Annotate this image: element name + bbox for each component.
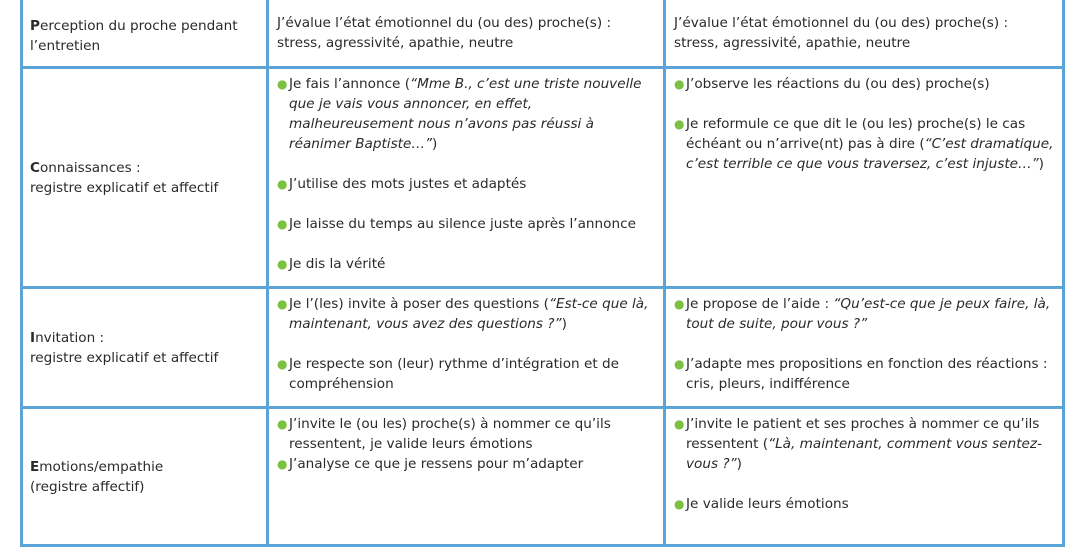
col2-cell — [268, 0, 665, 68]
title-line2: l’entretien — [30, 38, 101, 54]
title-initial: P — [30, 18, 40, 34]
col2-cell — [268, 288, 665, 408]
list-item — [674, 114, 1056, 174]
list-item — [277, 254, 657, 274]
bullet-icon: ● — [674, 417, 685, 431]
bullet-icon: ● — [674, 77, 685, 91]
bullet-icon: ● — [277, 177, 288, 191]
table-row-perception — [22, 0, 1064, 68]
item-text: J’analyse ce que je ressens pour m’adapter — [289, 456, 584, 472]
item-text: Je laisse du temps au silence juste après l’annonce — [289, 216, 636, 232]
bullet-icon: ● — [277, 257, 288, 271]
item-quote: “Qu’est-ce que je peux faire, là, tout de suite, pour vous ?” — [686, 296, 1051, 332]
title-rest: motions/empathie — [39, 458, 164, 475]
bullet-icon: ● — [277, 217, 288, 231]
item-text: Je reformule ce que dit le (ou les) proche(s) le cas échéant ou n’arrive(nt) pas à dire ( — [686, 116, 1026, 152]
protocol-table — [20, 0, 1065, 547]
item-text: Je valide leurs émotions — [686, 496, 849, 512]
title-line2: (registre affectif) — [30, 478, 145, 495]
list-item — [674, 414, 1056, 474]
bullet-icon: ● — [277, 77, 288, 91]
list-item — [277, 454, 657, 474]
title-initial: E — [30, 458, 40, 475]
item-quote: “Est-ce que là, maintenant, vous avez des questions ?” — [289, 296, 649, 332]
col3-cell — [665, 0, 1064, 68]
item-quote: “Là, maintenant, comment vous sentez-vous ?” — [686, 436, 1042, 472]
col3-cell — [665, 68, 1064, 288]
list-item — [674, 494, 1056, 514]
item-text: Je propose de l’aide : — [686, 296, 834, 312]
item-after: ) — [736, 456, 742, 472]
title-rest: onnaissances : — [39, 159, 141, 176]
title-rest: erception du proche pendant — [39, 18, 238, 34]
bullet-icon: ● — [277, 297, 288, 311]
list-item — [674, 354, 1056, 394]
item-text: J’invite le (ou les) proche(s) à nommer ce qu’ils ressentent, je valide leurs émotions — [289, 416, 611, 452]
col2-cell — [268, 68, 665, 288]
title-line2: registre explicatif et affectif — [30, 349, 219, 366]
item-quote: “Mme B., c’est une triste nouvelle que je vais vous annoncer, en effet, malheureusement nous n’avons pas réussi à réanimer Baptiste…” — [289, 76, 642, 152]
table-row-connaissances — [22, 68, 1064, 288]
item-text: Je respecte son (leur) rythme d’intégration et de compréhension — [289, 356, 619, 392]
bullet-icon: ● — [674, 117, 685, 131]
col3-cell — [665, 288, 1064, 408]
item-text: Je l’(les) invite à poser des questions ( — [289, 296, 549, 312]
item-text: J’observe les réactions du (ou des) proche(s) — [686, 76, 990, 92]
title-initial: C — [30, 159, 40, 176]
bullet-icon: ● — [674, 357, 685, 371]
cell-text: J’évalue l’état émotionnel du (ou des) proche(s) : stress, agressivité, apathie, neutre — [674, 15, 1009, 51]
item-after: ) — [561, 316, 567, 332]
bullet-icon: ● — [277, 357, 288, 371]
bullet-icon: ● — [674, 297, 685, 311]
item-after: ) — [1038, 156, 1044, 172]
col2-cell — [268, 408, 665, 546]
item-text: J’invite le patient et ses proches à nommer ce qu’ils ressentent ( — [686, 416, 1040, 452]
item-after: ) — [432, 136, 438, 152]
list-item — [277, 354, 657, 394]
col3-cell — [665, 408, 1064, 546]
list-item — [674, 294, 1056, 334]
list-item — [674, 74, 1056, 94]
list-item — [277, 174, 657, 194]
list-item — [277, 294, 657, 334]
item-quote: “C’est dramatique, c’est terrible ce que vous traversez, c’est injuste…” — [686, 136, 1054, 172]
bullet-icon: ● — [277, 417, 288, 431]
list-item — [277, 214, 657, 234]
row-title-cell — [22, 0, 268, 68]
bullet-icon: ● — [277, 457, 288, 471]
cell-text: J’évalue l’état émotionnel du (ou des) proche(s) : stress, agressivité, apathie, neutre — [277, 15, 612, 51]
item-text: Je fais l’annonce ( — [289, 76, 411, 92]
title-initial: I — [30, 329, 36, 346]
item-text: J’adapte mes propositions en fonction des réactions : cris, pleurs, indifférence — [686, 356, 1048, 392]
list-item — [277, 414, 657, 454]
table-row-emotions — [22, 408, 1064, 546]
table-row-invitation — [22, 288, 1064, 408]
row-title-cell — [22, 68, 268, 288]
title-rest: nvitation : — [35, 329, 105, 346]
item-text: Je dis la vérité — [289, 256, 386, 272]
row-title-cell — [22, 288, 268, 408]
row-title-cell — [22, 408, 268, 546]
title-line2: registre explicatif et affectif — [30, 179, 219, 196]
item-text: J’utilise des mots justes et adaptés — [289, 176, 527, 192]
bullet-icon: ● — [674, 497, 685, 511]
list-item — [277, 74, 657, 154]
